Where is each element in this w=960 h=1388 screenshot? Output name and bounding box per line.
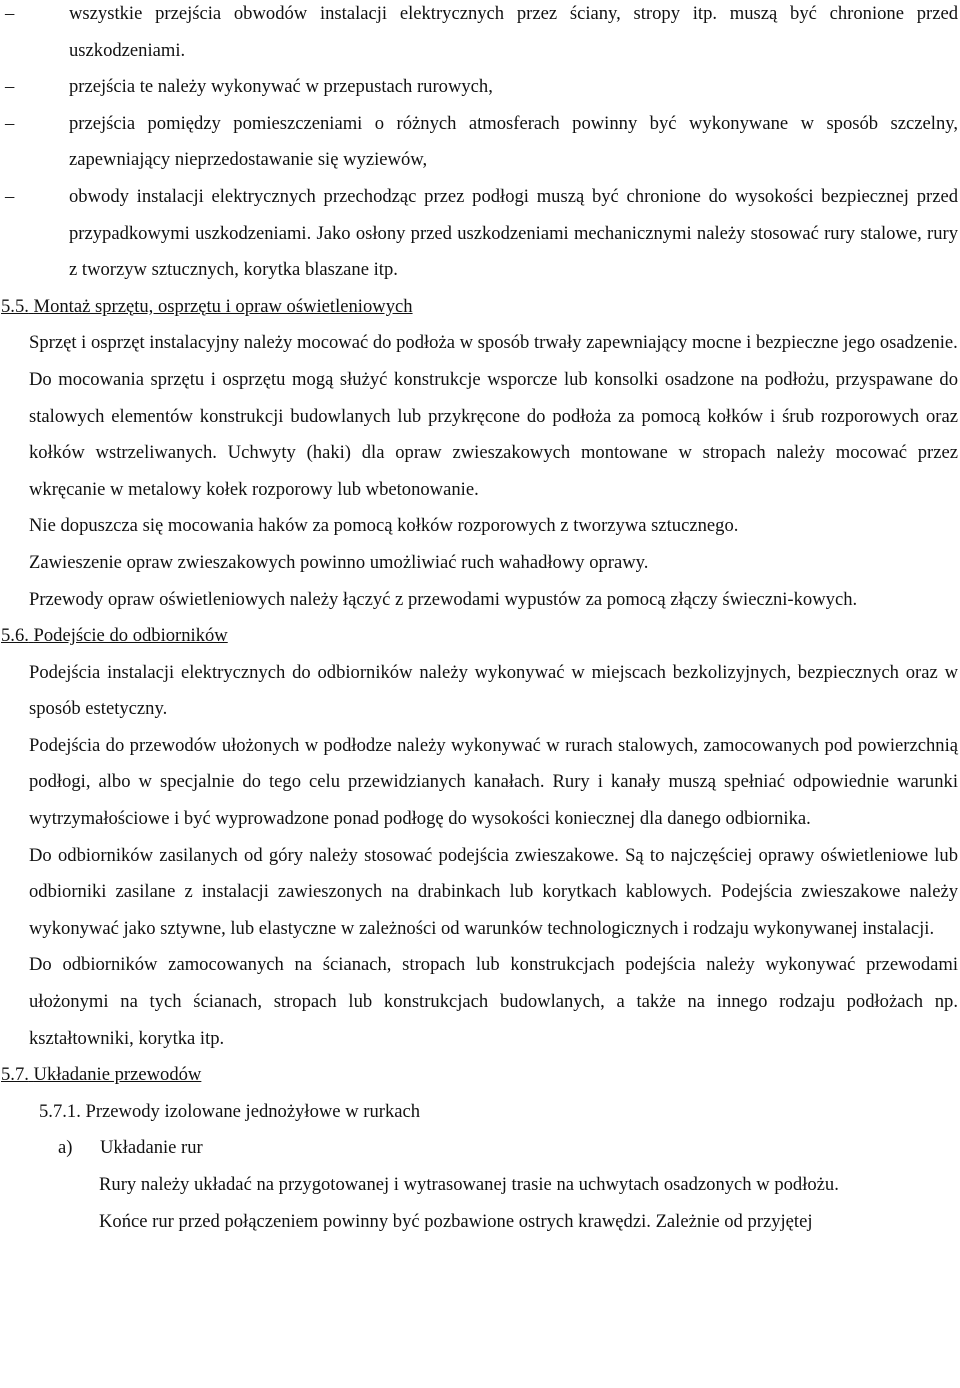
paragraph: Rury należy układać na przygotowanej i wytrasowanej trasie na uchwytach osadzonych w podłożu.: [99, 1174, 839, 1195]
subsection-heading: 5.7.1. Przewody izolowane jednożyłowe w rurkach: [39, 1100, 421, 1122]
paragraph: Końce rur przed połączeniem powinny być pozbawione ostrych krawędzi. Zależnie od przyjętej: [99, 1210, 813, 1232]
paragraph: Do odbiorników zamocowanych na ścianach, stropach lub konstrukcjach podejścia należy wykonywać przewodami ułożonymi na tych ścianach, stropach lub konstrukcjach budowlanych, a także na innego rodzaju podłożach np. kształtowniki, korytka itp.: [29, 954, 958, 1049]
section-heading-5-5: [0, 289, 960, 326]
list-item: [0, 0, 960, 69]
section-number: 5.7.: [1, 1064, 29, 1086]
list-item: [0, 179, 960, 289]
list-item: [0, 69, 960, 106]
list-item-heading: [0, 1130, 960, 1167]
section-title: Montaż sprzętu, osprzętu i opraw oświetleniowych: [33, 295, 413, 317]
paragraph: Zawieszenie opraw zwieszakowych powinno umożliwiać ruch wahadłowy oprawy.: [29, 551, 649, 573]
bullet-list: [0, 0, 960, 289]
dash-bullet-icon: [5, 106, 21, 143]
bullet-text: przejścia te należy wykonywać w przepustach rurowych,: [69, 76, 493, 98]
paragraph: Podejścia instalacji elektrycznych do odbiorników należy wykonywać w miejscach bezkolizyjnych, bezpiecznych oraz w sposób estetyczny.: [29, 661, 958, 720]
item-label: a): [58, 1137, 73, 1159]
section-number: 5.5.: [1, 295, 29, 317]
section-number: 5.6.: [1, 625, 29, 647]
dash-bullet-icon: [5, 0, 21, 33]
paragraph: Przewody opraw oświetleniowych należy łączyć z przewodami wypustów za pomocą złączy świeczni-kowych.: [29, 588, 858, 610]
bullet-text: przejścia pomiędzy pomieszczeniami o różnych atmosferach powinny być wykonywane w sposób szczelny, zapewniający nieprzedostawanie się wyziewów,: [69, 112, 958, 171]
paragraph: Nie dopuszcza się mocowania haków za pomocą kołków rozporowych z tworzywa sztucznego.: [29, 515, 739, 537]
paragraph: Podejścia do przewodów ułożonych w podłodze należy wykonywać w rurach stalowych, zamocowanych pod powierzchnią podłogi, albo w specjalnie do tego celu przewidzianych kanałach. Rury i kanały muszą spełniać odpowiednie warunki wytrzymałościowe i być wyprowadzone ponad podłogę do wysokości koniecznej dla danego odbiornika.: [29, 734, 958, 830]
paragraph: Do mocowania sprzętu i osprzętu mogą służyć konstrukcje wsporcze lub konsolki osadzone na podłożu, przyspawane do stalowych elementów konstrukcji budowlanych lub przykręcone do podłoża za pomocą kołków i śrub rozporowych oraz kołków wstrzeliwanych. Uchwyty (haki) dla opraw zwieszakowych montowane w stropach należy mocować przez wkręcanie w metalowy kołek rozporowy lub wbetonowanie.: [29, 368, 958, 500]
paragraph: Sprzęt i osprzęt instalacyjny należy mocować do podłoża w sposób trwały zapewniający mocne i bezpieczne jego osadzenie.: [29, 332, 958, 354]
bullet-text: wszystkie przejścia obwodów instalacji elektrycznych przez ściany, stropy itp. muszą być chronione przed uszkodzeniami.: [69, 3, 958, 61]
section-heading-5-7: [0, 1057, 960, 1094]
section-title: Podejście do odbiorników: [33, 625, 228, 647]
item-title: Układanie rur: [100, 1137, 203, 1159]
dash-bullet-icon: [5, 179, 21, 216]
paragraph: Do odbiorników zasilanych od góry należy stosować podejścia zwieszakowe. Są to najczęściej oprawy oświetleniowe lub odbiorniki zasilane z instalacji zawieszonych na drabinkach lub korytkach kablowych. Podejścia zwieszakowe należy wykonywać jako sztywne, lub elastyczne w zależności od warunków technologicznych i rodzaju wykonywanej instalacji.: [29, 844, 958, 939]
bullet-text: obwody instalacji elektrycznych przechodząc przez podłogi muszą być chronione do wysokości bezpiecznej przed przypadkowymi uszkodzeniami. Jako osłony przed uszkodzeniami mechanicznymi należy stosować rury stalowe, rury z tworzyw sztucznych, korytka blaszane itp.: [69, 185, 958, 281]
section-title: Układanie przewodów: [33, 1064, 202, 1086]
section-heading-5-6: [0, 618, 960, 655]
dash-bullet-icon: [5, 69, 21, 106]
list-item: [0, 106, 960, 179]
